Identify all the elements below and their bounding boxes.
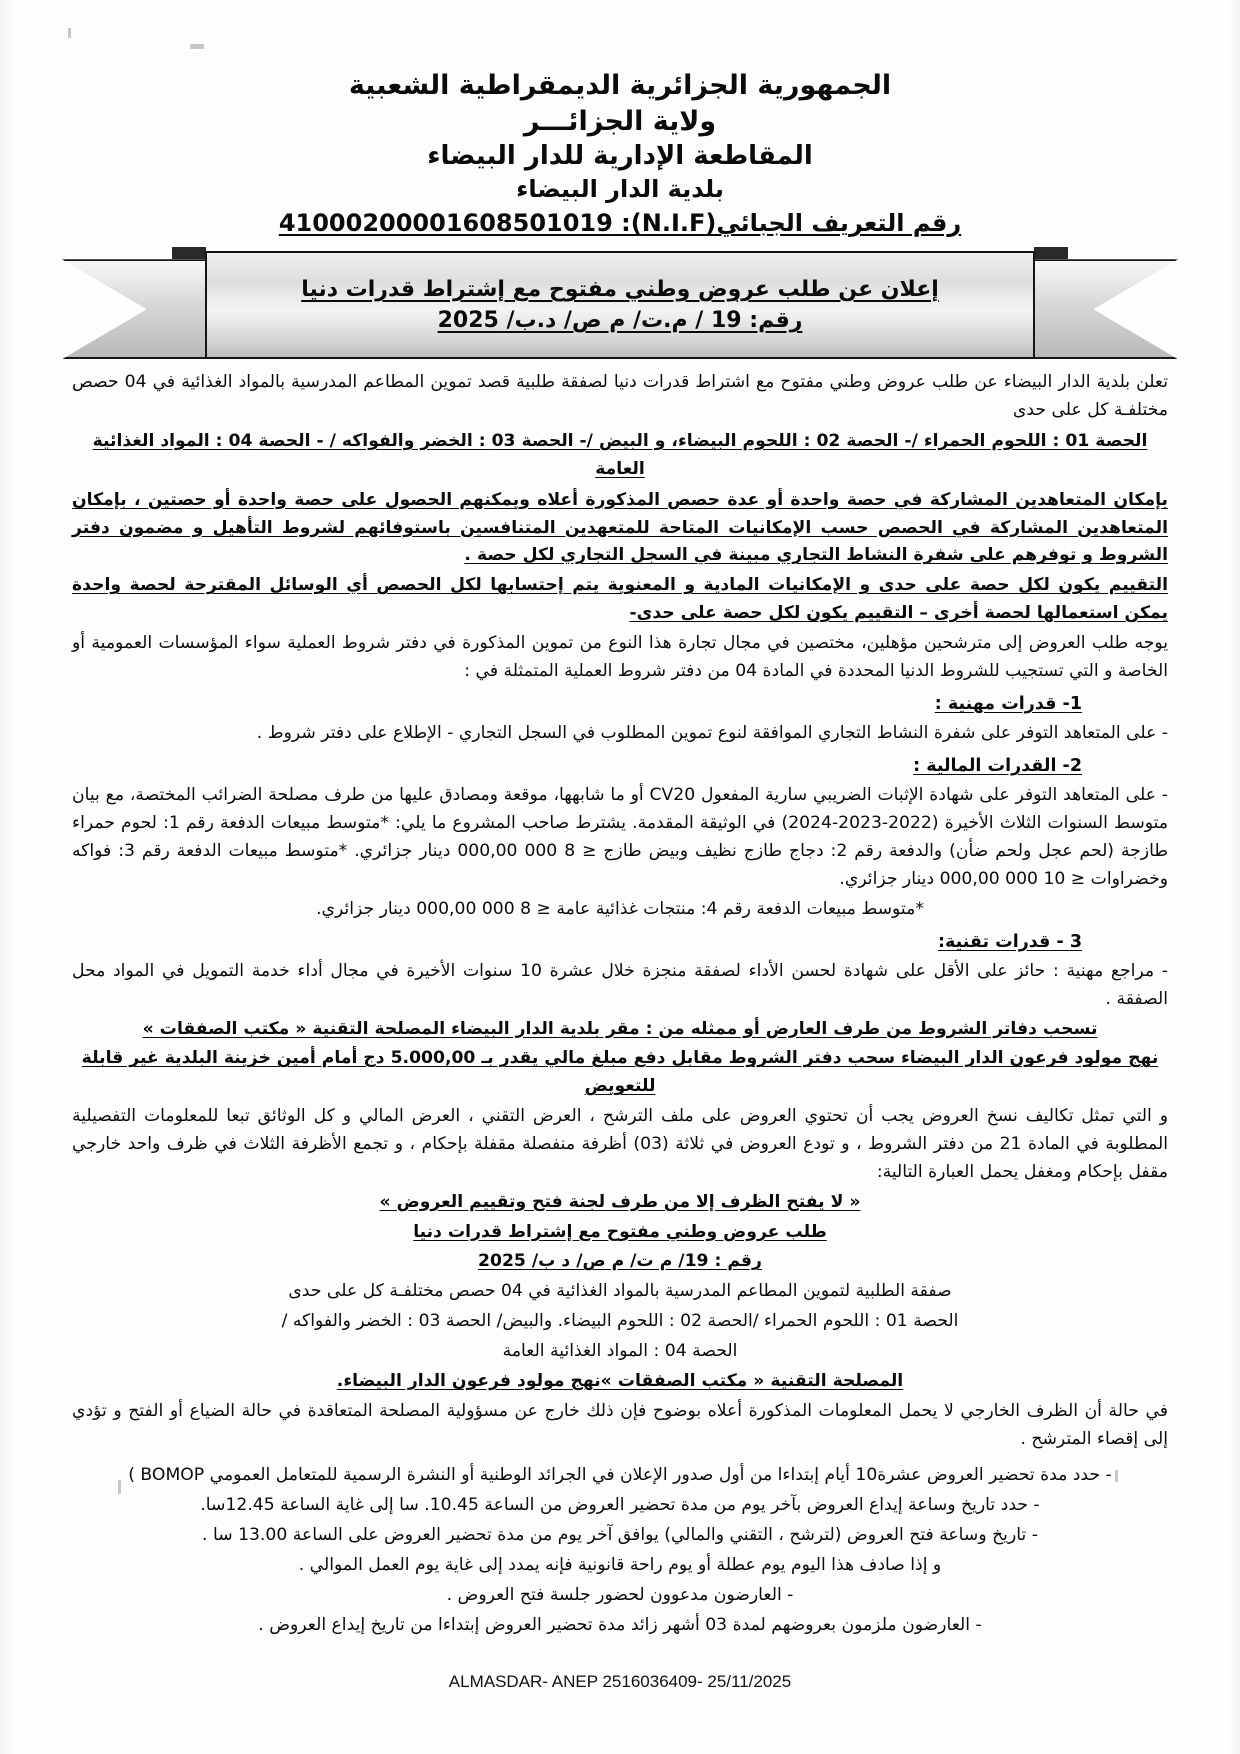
scan-speck	[190, 44, 204, 49]
scan-speck	[1115, 1470, 1118, 1482]
withdrawal-fee-text: نهج مولود فرعون الدار البيضاء سحب دفتر الشروط مقابل دفع مبلغ مالي يقدر بـ 5.000,00 دج أمام أمين خزينة البلدية غير قابلة للتعويض	[81, 1048, 1159, 1097]
capacity-professional-text: - على المتعاهد التوفر على شفرة النشاط التجاري الموافقة لنوع تموين المطلوب في السجل التجاري - الإطلاع على دفتر شروط .	[256, 723, 1168, 744]
envelope-lots-line-1: الحصة 01 : اللحوم الحمراء /الحصة 02 : اللحوم البيضاء. والبيض/ الحصة 03 : الخضر والفواكه /	[281, 1311, 959, 1332]
deadline-holiday-note: و إذا صادف هذا اليوم يوم عطلة أو يوم راحة قانونية فإنه يمدد إلى غاية يوم العمل الموالي .	[298, 1555, 942, 1576]
deadline-preparation: - حدد مدة تحضير العروض عشرة10 أيام إبتداءا من أول صدور الإعلان في الجرائد الوطنية أو النشرة الرسمية للمتعامل العمومي BOMOP )	[128, 1465, 1112, 1486]
capacity-professional-title: 1- قدرات مهنية :	[934, 693, 1082, 714]
capacity-financial-text-1: - على المتعاهد التوفر على شهادة الإثبات الضريبي سارية المفعول CV20 أو ما شابهها، موقعة ومصادق عليها من طرف مصلحة الضرائب المختصة، مع بيان متوسط السنوات الثلاث الأخيرة (2022-2023-2024) في الوثيقة المقدمة. يشترط صاحب المشروع ما يلي: *متوسط مبيعات الدفعة رقم 1: لحوم حمراء طازجة (لحم عجل ولحم ضأن) والدفعة رقم 2: دجاج طازج نظيف وبيض طازج ≤ 8 000 000,00 دينار جزائري. *متوسط مبيعات الدفعة رقم 3: فواكه وخضراوات ≤ 10 000 000,00 دينار جزائري.	[72, 785, 1169, 889]
nif-label: رقم التعريف الجبائي(N.I.F):	[612, 209, 962, 238]
ribbon-body	[205, 251, 1035, 359]
addressed-to-paragraph: يوجه طلب العروض إلى مترشحين مؤهلين، مختصين في مجال تجارة هذا النوع من تموين المذكورة في دفتر شروط العملية سواء المؤسسات العمومية أو الخاصة و التي تستجيب للشروط الدنيا المحددة في المادة 04 من دفتر شروط العملية المتمثلة في :	[72, 632, 1168, 681]
deadline-attendance: - العارضون مدعوون لحضور جلسة فتح العروض .	[446, 1584, 794, 1605]
ribbon-fold-left	[172, 247, 206, 259]
participation-paragraph: بإمكان المتعاهدين المشاركة في حصة واحدة أو عدة حصص المذكورة أعلاه ويمكنهم الحصول على حصة واحدة أو حصتين ، بإمكان المتعاهدين المشاركة في الحصص حسب الإمكانيات المتاحة للمتعهدين المتنافسين باستوفائهم لشروط التأهيل و مضمون دفتر الشروط و توفرهم على شفرة النشاط التجاري مبينة في السجل التجاري لكل حصة .	[72, 489, 1168, 566]
header-district: المقاطعة الإدارية للدار البيضاء	[427, 141, 813, 172]
withdrawal-location	[72, 1016, 1168, 1044]
envelope-lots-line-2: الحصة 04 : المواد الغذائية العامة	[502, 1341, 738, 1362]
ribbon-fold-right	[1034, 247, 1068, 259]
banner-title: إعلان عن طلب عروض وطني مفتوح مع إشتراط قدرات دنيا	[301, 277, 939, 303]
deadline-submission: - حدد تاريخ وساعة إيداع العروض بآخر يوم من مدة تحضير العروض من الساعة 10.45. سا إلى غاية الساعة 12.45سا.	[200, 1495, 1040, 1516]
scan-speck	[68, 28, 71, 38]
deadline-validity: - العارضون ملزمون بعروضهم لمدة 03 أشهر زائد مدة تحضير العروض إبتداءا من تاريخ إيداع العروض .	[258, 1614, 982, 1635]
envelope-warning: في حالة أن الظرف الخارجي لا يحمل المعلومات المذكورة أعلاه بوضوح فإن ذلك خارج عن مسؤولية المصلحة المتعاقدة في حالة الضياع أو الفتح و تؤدي إلى إقصاء المترشح .	[72, 1400, 1168, 1449]
capacity-financial-text-2: *متوسط مبيعات الدفعة رقم 4: منتجات غذائية عامة ≤ 8 000 000,00 دينار جزائري.	[316, 898, 924, 919]
deadline-opening: - تاريخ وساعة فتح العروض (لترشح ، التقني والمالي) يوافق آخر يوم من مدة تحضير العروض على الساعة 13.00 سا .	[202, 1525, 1038, 1546]
envelope-object: صفقة الطلبية لتموين المطاعم المدرسية بالمواد الغذائية في 04 حصص مختلفـة كل على حدى	[288, 1281, 952, 1302]
capacity-financial-title: 2- القدرات المالية :	[913, 755, 1082, 776]
capacity-technical-title: 3 - قدرات تقنية:	[937, 931, 1082, 952]
required-documents: و التي تمثل تكاليف نسخ العروض يجب أن تحتوي العروض على ملف الترشح ، العرض التقني ، العرض المالي و كل الوثائق تبعا للمعلومات التفصيلية المطلوبة في المادة 21 من دفتر الشروط ، و تودع العروض في ثلاثة (03) أظرفة منفصلة مقفلة بإحكام ، و تجمع الأظرفة الثلاث في ظرف واحد خارجي مقفل بإحكام ومغفل يحمل العبارة التالية:	[72, 1106, 1168, 1182]
section-spacer	[72, 1455, 1168, 1462]
document-body	[0, 365, 1240, 1639]
scan-speck	[118, 1480, 121, 1494]
nif-value: 41000200001608501019	[278, 209, 613, 238]
header-republic: الجمهورية الجزائرية الديمقراطية الشعبية	[348, 70, 892, 101]
withdrawal-location-text: تسحب دفاتر الشروط من طرف العارض أو ممثله من : مقر بلدية الدار البيضاء المصلحة التقنية « مكتب الصفقات »	[142, 1018, 1098, 1039]
envelope-title: طلب عروض وطني مفتوح مع إشتراط قدرات دنيا	[413, 1221, 827, 1242]
envelope-quote: « لا يفتح الظرف إلا من طرف لجنة فتح وتقييم العروض »	[379, 1191, 861, 1212]
header-wilaya: ولاية الجزائـــر	[523, 105, 717, 137]
header-municipality: بلدية الدار البيضاء	[516, 174, 724, 203]
capacity-technical-text: - مراجع مهنية : حائز على الأقل على شهادة لحسن الأداء لصفقة منجزة خلال عشرة 10 سنوات الأخيرة في مجال أداء خدمة التمويل في المواد محل الصفقة .	[72, 960, 1168, 1009]
evaluation-paragraph: التقييم يكون لكل حصة على حدى و الإمكانيات المادية و المعنوية يتم إحتسابها لكل الحصص أي الوسائل المقترحة لحصة واحدة يمكن استعمالها لحصة أخرى – التقييم يكون لكل حصة على حدى-	[72, 575, 1168, 624]
announcement-banner	[0, 245, 1240, 365]
intro-paragraph: تعلن بلدية الدار البيضاء عن طلب عروض وطني مفتوح مع اشتراط قدرات دنيا لصفقة طلبية قصد تموين المطاعم المدرسية بالمواد الغذائية في 04 حصص مختلفـة كل على حدى	[72, 372, 1168, 421]
envelope-reference: رقم : 19/ م ت/ م ص/ د ب/ 2025	[478, 1251, 762, 1272]
withdrawal-fee	[72, 1045, 1168, 1101]
banner-reference: رقم: 19 / م.ت/ م ص/ د.ب/ 2025	[437, 308, 803, 334]
document-header	[0, 0, 1240, 237]
tax-identification-number	[279, 209, 961, 237]
lots-summary-line: الحصة 01 : اللحوم الحمراء /- الحصة 02 : اللحوم البيضاء، و البيض /- الحصة 03 : الخضر والفواكه / - الحصة 04 : المواد الغذائية العامة	[92, 430, 1148, 479]
document-footer: ALMASDAR- ANEP 2516036409- 25/11/2025	[448, 1672, 792, 1691]
envelope-service-address: المصلحة التقنية « مكتب الصفقات »نهج مولود فرعون الدار البيضاء.	[336, 1370, 904, 1391]
